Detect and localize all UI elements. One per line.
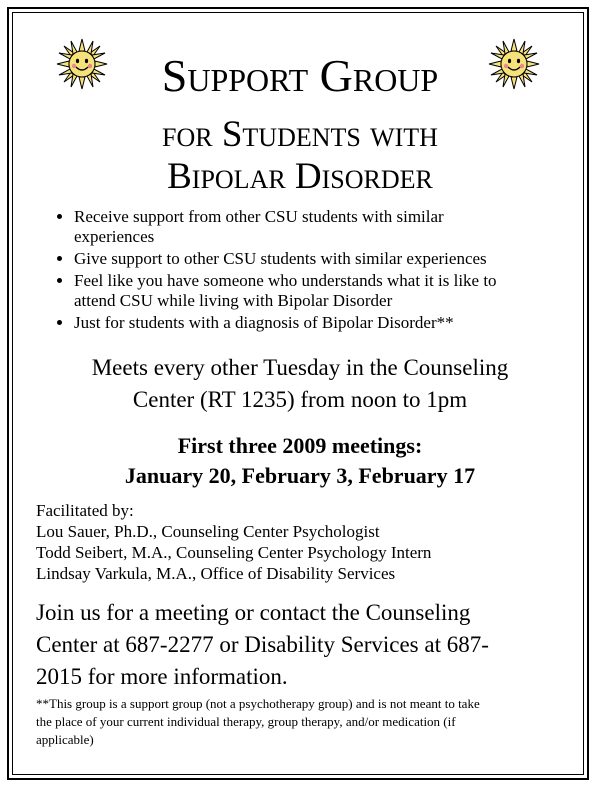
footnote: **This group is a support group (not a psychotherapy group) and is not meant to take the place of your current individual therapy, group therapy, and/or medication (if applicable) (36, 696, 480, 747)
page-title: Support Group (161, 50, 439, 101)
list-item: • Just for students with a diagnosis of Bipolar Disorder** (74, 313, 574, 333)
page-subtitle-line-1: for Students with (162, 114, 438, 155)
list-item: • Feel like you have someone who understands what it is like to attend CSU while living with Bipolar Disorder (74, 271, 574, 311)
list-item: • Give support to other CSU students with similar experiences (74, 249, 574, 269)
facilitator: Todd Seibert, M.A., Counseling Center Psychology Intern (36, 543, 432, 562)
list-item: • Receive support from other CSU students with similar experiences (74, 207, 574, 247)
meeting-schedule: Meets every other Tuesday in the Counseling Center (RT 1235) from noon to 1pm (91, 355, 509, 412)
page-subtitle-line-2: Bipolar Disorder (167, 156, 433, 197)
facilitator: Lou Sauer, Ph.D., Counseling Center Psychologist (36, 522, 380, 541)
benefits-list (50, 207, 574, 335)
facilitator: Lindsay Varkula, M.A., Office of Disability Services (36, 564, 396, 583)
contact-info: Join us for a meeting or contact the Counseling Center at 687-2277 or Disability Services at 687- 2015 for more information. (36, 600, 489, 689)
facilitators (36, 500, 566, 584)
facilitators-heading: Facilitated by: (36, 501, 134, 520)
first-meetings: First three 2009 meetings: January 20, February 3, February 17 (124, 433, 476, 488)
